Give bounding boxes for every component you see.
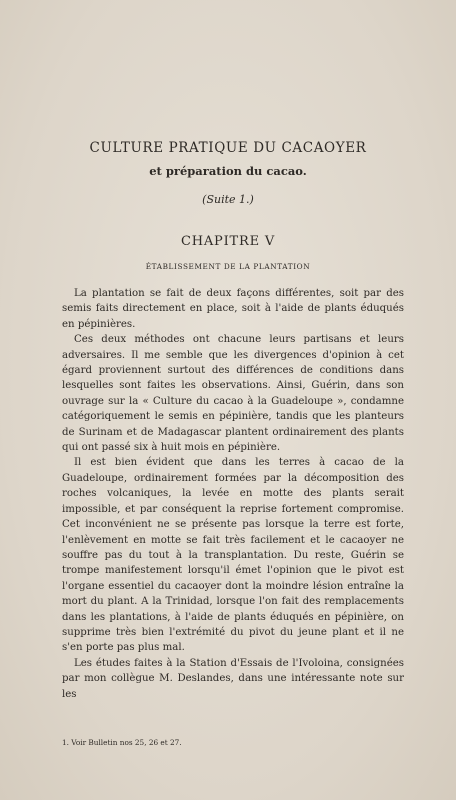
- paragraph: Ces deux méthodes ont chacune leurs partisans et leurs adversaires. Il me semble que les divergences d'opinion à cet égard proviennent surtout des différences de conditions dans lesquelles sont faites les observations. Ainsi, Guérin, dans son ouvrage sur la « Culture du cacao à la Guadeloupe », condamne catégoriquement le semis en pépinière, tandis que les planteurs de Surinam et de Madagascar plantent ordinairement des plants qui ont passé six à huit mois en pépinière.: [62, 334, 404, 454]
- chapter-title: CHAPITRE V: [180, 234, 276, 249]
- section-heading: ÉTABLISSEMENT DE LA PLANTATION: [145, 262, 311, 271]
- article-subtitle: et préparation du cacao.: [149, 164, 307, 178]
- paragraph: Les études faites à la Station d'Essais de l'Ivoloina, consignées par mon collègue M. Deslandes, dans une intéressante note sur les: [62, 657, 404, 700]
- paragraph: La plantation se fait de deux façons différentes, soit par des semis faits directement en place, soit à l'aide de plants éduqués en pépinières.: [62, 288, 404, 330]
- article-title: CULTURE PRATIQUE DU CACAOYER: [89, 140, 367, 156]
- footnote: 1. Voir Bulletin nos 25, 26 et 27.: [62, 738, 182, 747]
- body-text: [62, 286, 404, 702]
- continuation-note: (Suite 1.): [202, 193, 254, 206]
- paragraph: Il est bien évident que dans les terres à cacao de la Guadeloupe, ordinairement formées par la décomposition des roches volcaniques, la levée en motte des plants serait impossible, et par conséquent la reprise fortement compromise. Cet inconvénient ne se présente pas lorsque la terre est forte, l'enlèvement en motte se fait très facilement et le cacaoyer ne souffre pas du tout à la transplantation. Du reste, Guérin se trompe manifestement lorsqu'il émet l'opinion que le pivot est l'organe essentiel du cacaoyer dont la moindre lésion entraîne la mort du plant. A la Trinidad, lorsque l'on fait des remplacements dans les plantations, à l'aide de plants éduqués en pépinière, on supprime très bien l'extrémité du pivot du jeune plant et il ne s'en porte pas plus mal.: [62, 457, 404, 654]
